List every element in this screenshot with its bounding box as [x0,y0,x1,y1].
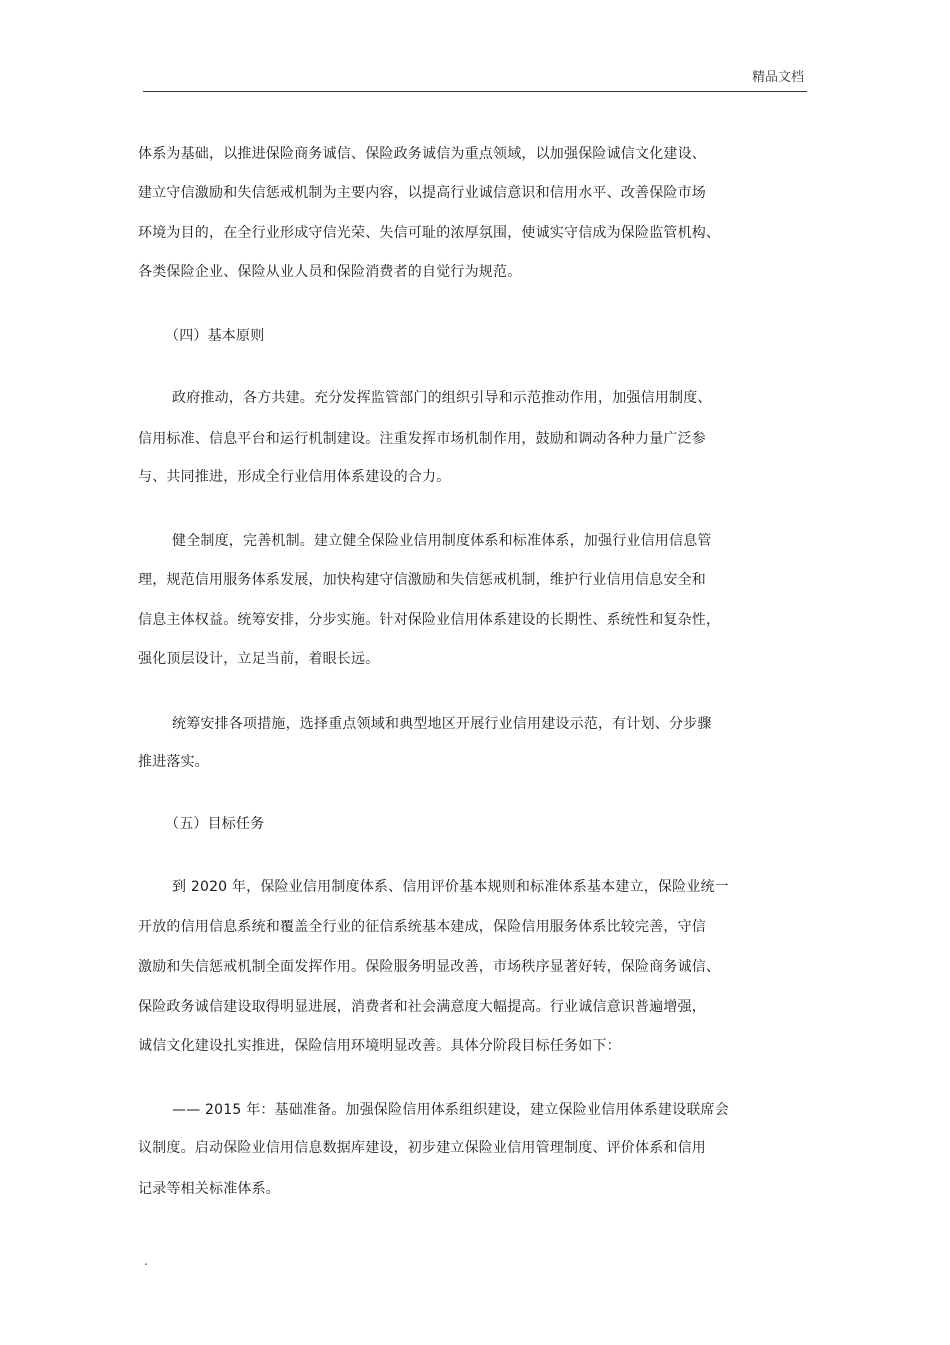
section-heading-5: （五）目标任务 [165,816,265,832]
text-line: 议制度。启动保险业信用信息数据库建设，初步建立保险业信用管理制度、评价体系和信用 [138,1140,706,1156]
text-line: 激励和失信惩戒机制全面发挥作用。保险服务明显改善，市场秩序显著好转，保险商务诚信、 [138,959,721,975]
text-line: 强化顶层设计，立足当前，着眼长远。 [138,651,380,667]
text-line: 与、共同推进，形成全行业信用体系建设的合力。 [138,469,451,485]
text-line: 开放的信用信息系统和覆盖全行业的征信系统基本建成，保险信用服务体系比较完善，守信 [138,919,706,935]
text-line: 记录等相关标准体系。 [138,1181,280,1197]
text-line: 诚信文化建设扎实推进，保险信用环境明显改善。具体分阶段目标任务如下： [138,1038,621,1054]
header-divider [143,91,807,92]
text-line: 政府推动，各方共建。充分发挥监管部门的组织引导和示范推动作用，加强信用制度、 [172,390,712,406]
text-line: 理，规范信用服务体系发展，加快构建守信激励和失信惩戒机制，维护行业信用信息安全和 [138,572,706,588]
section-heading-4: （四）基本原则 [165,328,265,344]
text-line: 各类保险企业、保险从业人员和保险消费者的自觉行为规范。 [138,264,522,280]
text-line: 健全制度，完善机制。建立健全保险业信用制度体系和标准体系，加强行业信用信息管 [172,533,712,549]
page-header-label: 精品文档 [751,70,804,85]
text-line: 到 2020 年，保险业信用制度体系、信用评价基本规则和标准体系基本建立，保险业统一 [172,879,729,895]
text-line: 信息主体权益。统筹安排，分步实施。针对保险业信用体系建设的长期性、系统性和复杂性， [138,612,721,628]
text-line: 保险政务诚信建设取得明显进展，消费者和社会满意度大幅提高。行业诚信意识普遍增强， [138,999,706,1015]
text-line: 信用标准、信息平台和运行机制建设。注重发挥市场机制作用，鼓励和调动各种力量广泛参 [138,431,706,447]
footer-mark: . [144,1254,148,1268]
text-line: 建立守信激励和失信惩戒机制为主要内容，以提高行业诚信意识和信用水平、改善保险市场 [138,185,706,201]
text-line: —— 2015 年：基础准备。加强保险信用体系组织建设，建立保险业信用体系建设联席会 [172,1102,729,1118]
text-line: 推进落实。 [138,754,209,770]
text-line: 体系为基础，以推进保险商务诚信、保险政务诚信为重点领域，以加强保险诚信文化建设、 [138,146,706,162]
text-line: 统筹安排各项措施，选择重点领域和典型地区开展行业信用建设示范，有计划、分步骤 [172,716,712,732]
text-line: 环境为目的，在全行业形成守信光荣、失信可耻的浓厚氛围，使诚实守信成为保险监管机构、 [138,225,721,241]
